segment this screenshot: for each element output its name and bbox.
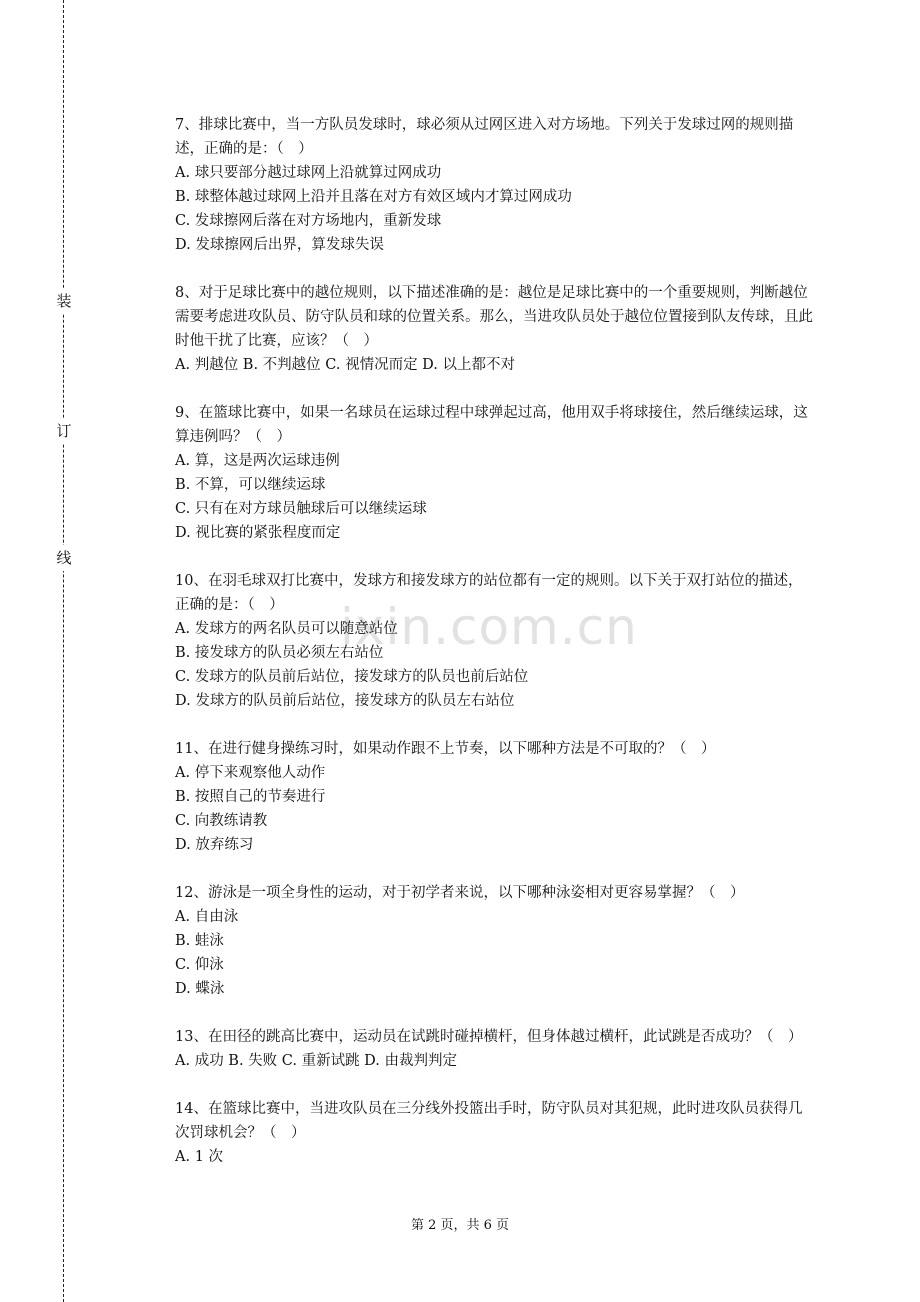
question-14 bbox=[175, 1097, 815, 1169]
binding-char-xian: 线 bbox=[55, 545, 73, 571]
option-b: B. 球整体越过球网上沿并且落在对方有效区域内才算过网成功 bbox=[175, 189, 572, 205]
question-10 bbox=[175, 569, 815, 713]
watermark: ixin.com.cn bbox=[340, 598, 638, 656]
question-12 bbox=[175, 881, 815, 1001]
question-stem: 10、在羽毛球双打比赛中，发球方和接发球方的站位都有一定的规则。以下关于双打站位的描述，正确的是：（ ） bbox=[175, 573, 803, 613]
question-11 bbox=[175, 737, 815, 857]
option-a: A. 停下来观察他人动作 bbox=[175, 765, 326, 781]
binding-char-ding: 订 bbox=[55, 418, 73, 444]
question-13 bbox=[175, 1025, 815, 1073]
option-b: B. 按照自己的节奏进行 bbox=[175, 789, 326, 805]
option-b: B. 蛙泳 bbox=[175, 933, 224, 949]
question-stem: 14、在篮球比赛中，当进攻队员在三分线外投篮出手时，防守队员对其犯规，此时进攻队员获得几次罚球机会？（ ） bbox=[175, 1101, 803, 1141]
question-stem: 12、游泳是一项全身性的运动，对于初学者来说，以下哪种泳姿相对更容易掌握？（ ） bbox=[175, 885, 745, 901]
page-footer: 第 2 页，共 6 页 bbox=[410, 1218, 510, 1233]
option-c: C. 仰泳 bbox=[175, 957, 224, 973]
option-a: A. 自由泳 bbox=[175, 909, 239, 925]
option-d: D. 蝶泳 bbox=[175, 981, 225, 997]
option-c: C. 发球擦网后落在对方场地内，重新发球 bbox=[175, 213, 442, 229]
option-c: C. 发球方的队员前后站位，接发球方的队员也前后站位 bbox=[175, 669, 529, 685]
option-d: D. 视比赛的紧张程度而定 bbox=[175, 525, 341, 541]
binding-char-zhuang: 装 bbox=[55, 288, 73, 314]
binding-dashed-line bbox=[63, 0, 64, 1302]
question-stem: 9、在篮球比赛中，如果一名球员在运球过程中球弹起过高，他用双手将球接住，然后继续运球，这算违例吗？（ ） bbox=[175, 405, 808, 445]
question-stem: 13、在田径的跳高比赛中，运动员在试跳时碰掉横杆，但身体越过横杆，此试跳是否成功？（ ） bbox=[175, 1029, 803, 1045]
option-d: D. 放弃练习 bbox=[175, 837, 254, 853]
option-b: B. 接发球方的队员必须左右站位 bbox=[175, 645, 384, 661]
question-9 bbox=[175, 401, 815, 545]
option-c: C. 只有在对方球员触球后可以继续运球 bbox=[175, 501, 427, 517]
question-list bbox=[175, 113, 815, 1193]
question-stem: 7、排球比赛中，当一方队员发球时，球必须从过网区进入对方场地。下列关于发球过网的规则描述，正确的是：（ ） bbox=[175, 117, 794, 157]
option-b: B. 不算，可以继续运球 bbox=[175, 477, 326, 493]
option-d: D. 发球方的队员前后站位，接发球方的队员左右站位 bbox=[175, 693, 515, 709]
option-c: C. 向教练请教 bbox=[175, 813, 268, 829]
option-d: D. 发球擦网后出界，算发球失误 bbox=[175, 237, 384, 253]
question-stem: 8、对于足球比赛中的越位规则，以下描述准确的是：越位是足球比赛中的一个重要规则，判断越位需要考虑进攻队员、防守队员和球的位置关系。那么，当进攻队员处于越位位置接到队友传球，且此时他干扰了比赛，应该？（ ） bbox=[175, 285, 813, 349]
question-8 bbox=[175, 281, 815, 377]
inline-options: A. 判越位 B. 不判越位 C. 视情况而定 D. 以上都不对 bbox=[175, 357, 516, 373]
option-a: A. 发球方的两名队员可以随意站位 bbox=[175, 621, 398, 637]
option-a: A. 1 次 bbox=[175, 1149, 224, 1165]
question-stem: 11、在进行健身操练习时，如果动作跟不上节奏，以下哪种方法是不可取的？（ ） bbox=[175, 741, 716, 757]
inline-options: A. 成功 B. 失败 C. 重新试跳 D. 由裁判判定 bbox=[175, 1053, 458, 1069]
option-a: A. 球只要部分越过球网上沿就算过网成功 bbox=[175, 165, 442, 181]
question-7 bbox=[175, 113, 815, 257]
option-a: A. 算，这是两次运球违例 bbox=[175, 453, 340, 469]
